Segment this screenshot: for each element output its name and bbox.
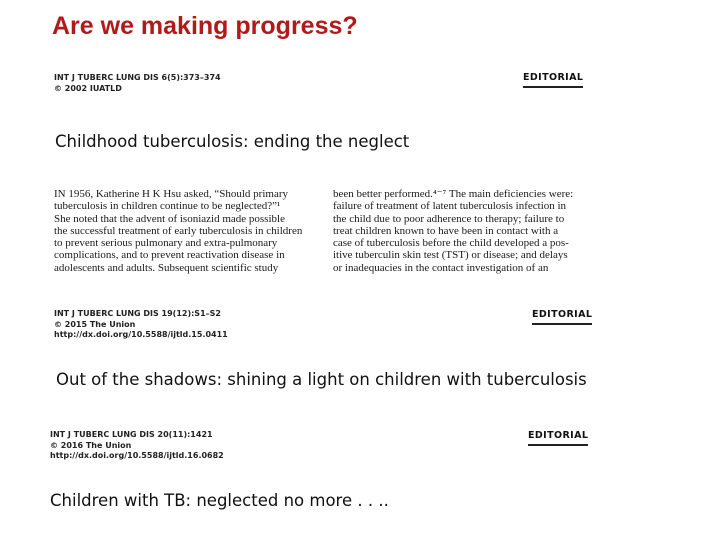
citation-line: http://dx.doi.org/10.5588/ijtld.16.0682 [50,451,224,460]
body-line: She noted that the advent of isoniazid made possible [54,212,285,225]
article-1-body-right [333,188,593,274]
body-line: failure of treatment of latent tuberculosis infection in [333,200,567,213]
article-2-headline: Out of the shadows: shining a light on children with tuberculosis [56,370,587,389]
citation-line: INT J TUBERC LUNG DIS 6(5):373–374 [54,73,221,82]
citation-line: INT J TUBERC LUNG DIS 20(11):1421 [50,430,213,439]
body-line: IN 1956, Katherine H K Hsu asked, “Should primary [54,188,289,200]
body-line: or inadequacies in the contact investigation of an [333,261,549,274]
body-line: been better performed.⁴⁻⁷ The main deficiencies were: [333,188,574,200]
article-2-citation [54,309,228,341]
article-1-citation [54,73,221,94]
body-line: adolescents and adults. Subsequent scientific study [54,261,279,274]
article-1-section-label: EDITORIAL [523,72,583,88]
citation-line: © 2015 The Union [54,319,136,329]
body-line: treat children known to have been in contact with a [333,224,559,237]
body-line: tuberculosis in children continue to be neglected?”¹ [54,200,281,213]
slide-title: Are we making progress? [52,12,358,40]
article-1-body-left [54,188,314,274]
article-3-citation [50,430,224,462]
body-line: the child due to poor adherence to therapy; failure to [333,212,565,225]
article-3-headline: Children with TB: neglected no more . . .. [50,491,389,510]
body-line: itive tuberculin skin test (TST) or disease; and delays [333,249,568,262]
article-2-section-label: EDITORIAL [532,309,592,325]
citation-line: © 2016 The Union [50,440,132,450]
article-1-headline: Childhood tuberculosis: ending the neglect [55,132,410,151]
citation-line: INT J TUBERC LUNG DIS 19(12):S1–S2 [54,309,221,318]
citation-line: http://dx.doi.org/10.5588/ijtld.15.0411 [54,330,228,339]
body-line: to prevent serious pulmonary and extra-pulmonary [54,237,278,250]
article-3-section-label: EDITORIAL [528,430,588,446]
body-line: the successful treatment of early tuberculosis in children [54,224,303,237]
body-line: case of tuberculosis before the child developed a pos- [333,237,569,250]
body-line: complications, and to prevent reactivation disease in [54,249,285,262]
citation-line: © 2002 IUATLD [54,83,122,93]
